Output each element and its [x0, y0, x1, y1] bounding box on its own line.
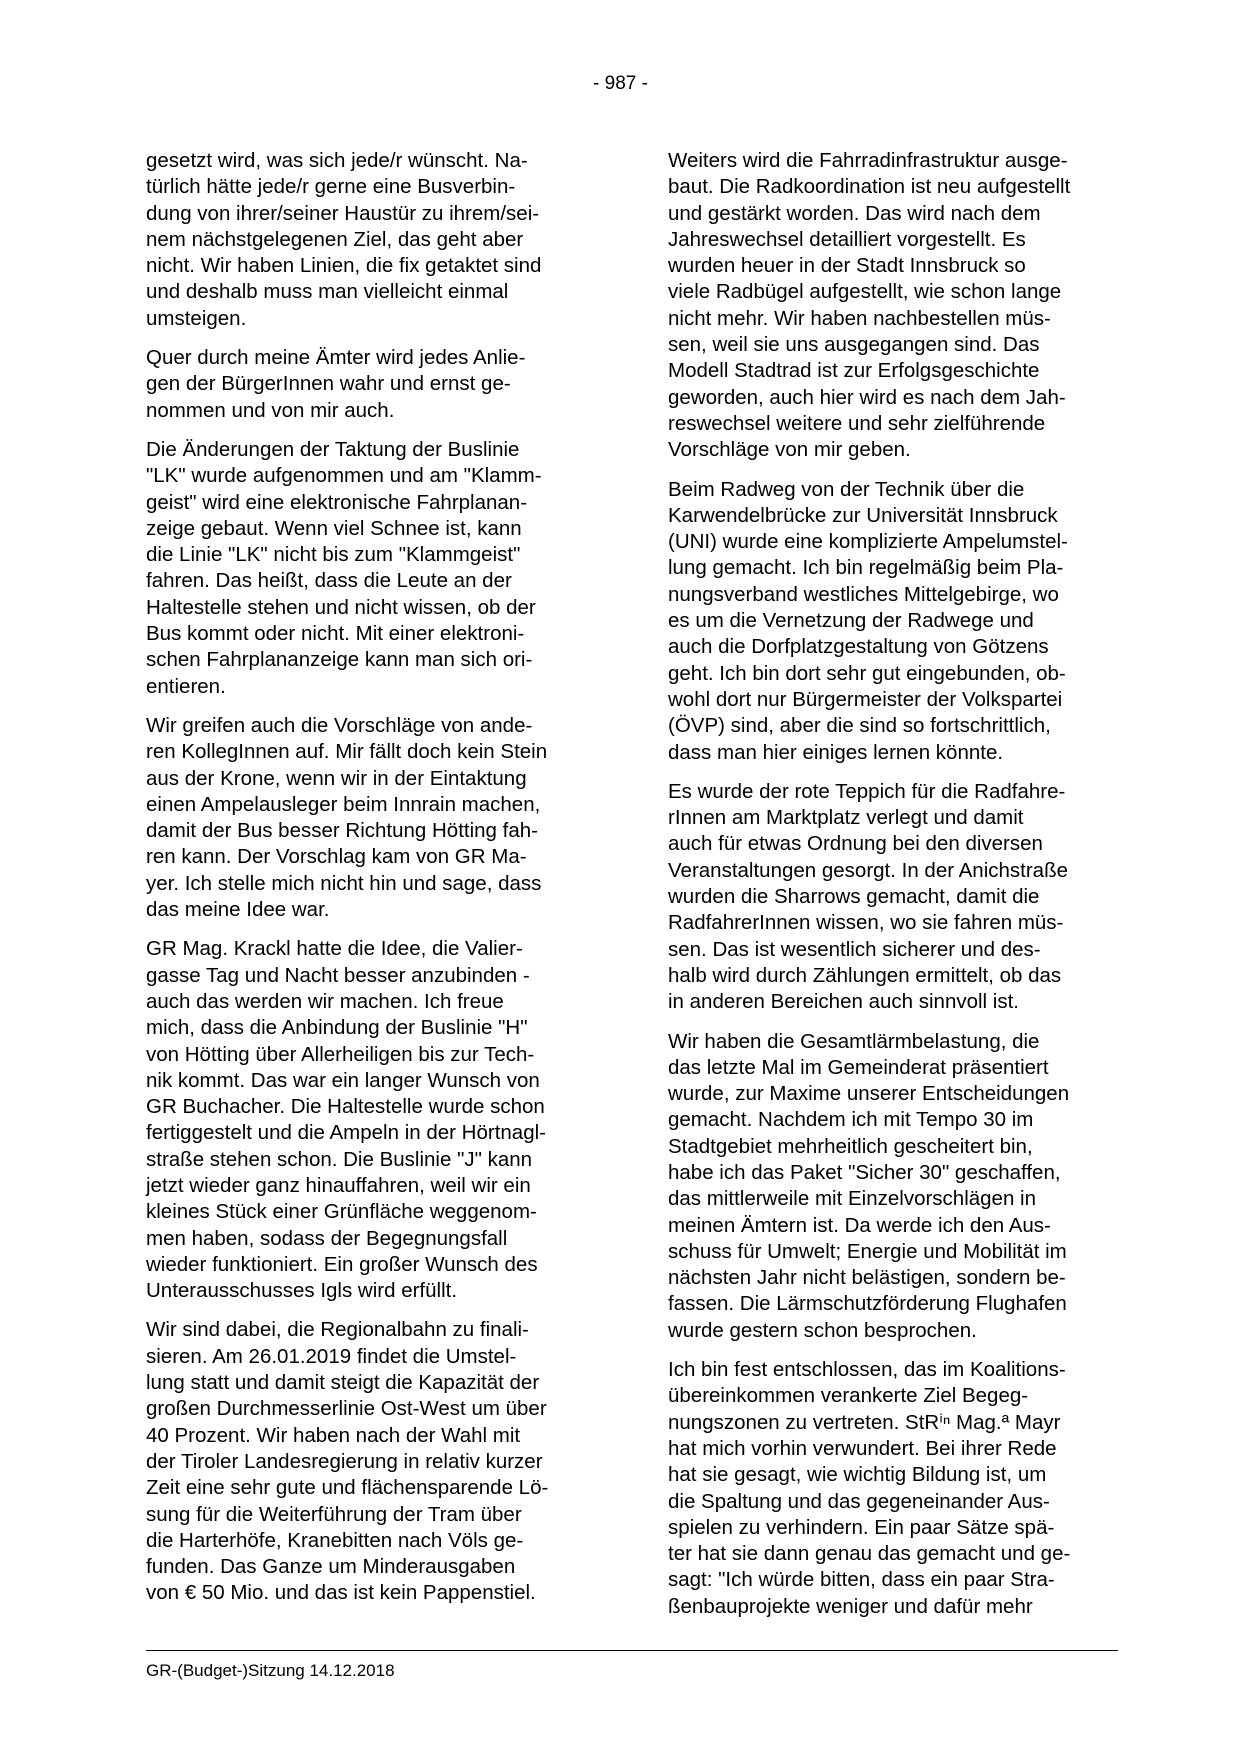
footer-divider	[146, 1650, 1118, 1651]
paragraph: Wir greifen auch die Vorschläge von ande- ren KollegInnen auf. Mir fällt doch kein Stein aus der Krone, wenn wir in der Eintaktung einen Ampelausleger beim Innrain machen, damit der Bus besser Richtung Hötting fah- ren kann. Der Vorschlag kam von GR Ma- yer. Ich stelle mich nicht hin und sage, dass das meine Idee war.	[146, 713, 548, 922]
paragraph: GR Mag. Krackl hatte die Idee, die Valier- gasse Tag und Nacht besser anzubinden - auch das werden wir machen. Ich freue mich, dass die Anbindung der Buslinie "H" von Hötting über Allerheiligen bis zur Tech- nik kommt. Das war ein langer Wunsch von GR Buchacher. Die Haltestelle wurde schon fertiggestelt und die Ampeln in der Hörtnagl- straße stehen schon. Die Buslinie "J" kann jetzt wieder ganz hinauffahren, weil wir ein kleines Stück einer Grünfläche weggenom- men haben, sodass der Begegnungsfall wieder funktioniert. Ein großer Wunsch des Unterausschusses Igls wird erfüllt.	[146, 937, 546, 1303]
page-number: - 987 -	[593, 73, 648, 94]
left-column	[146, 148, 586, 1620]
paragraph: Quer durch meine Ämter wird jedes Anlie- gen der BürgerInnen wahr und ernst ge- nommen und von mir auch.	[146, 346, 526, 422]
footer-text: GR-(Budget-)Sitzung 14.12.2018	[146, 1661, 395, 1680]
right-column	[668, 148, 1108, 1633]
paragraph: Wir sind dabei, die Regionalbahn zu finali- sieren. Am 26.01.2019 findet die Umstel- lung statt und damit steigt die Kapazität der großen Durchmesserlinie Ost-West um über 40 Prozent. Wir haben nach der Wahl mit der Tiroler Landesregierung in relativ kurzer Zeit eine sehr gute und flächensparende Lö- sung für die Weiterführung der Tram über die Harterhöfe, Kranebitten nach Völs ge- funden. Das Ganze um Minderausgaben von € 50 Mio. und das ist kein Pappenstiel.	[146, 1318, 549, 1605]
paragraph: Die Änderungen der Taktung der Buslinie "LK" wurde aufgenommen und am "Klamm- geist" wird eine elektronische Fahrplanan- zeige gebaut. Wenn viel Schnee ist, kann die Linie "LK" nicht bis zum "Klammgeist" fahren. Das heißt, dass die Leute an der Haltestelle stehen und nicht wissen, ob der Bus kommt oder nicht. Mit einer elektroni- schen Fahrplananzeige kann man sich ori- entieren.	[146, 437, 542, 698]
paragraph: gesetzt wird, was sich jede/r wünscht. Na- türlich hätte jede/r gerne eine Busverbin- dung von ihrer/seiner Haustür zu ihrem/sei- nem nächstgelegenen Ziel, das geht aber nicht. Wir haben Linien, die fix getaktet sind und deshalb muss man vielleicht einmal umsteigen.	[146, 149, 542, 330]
paragraph: Es wurde der rote Teppich für die Radfahre- rInnen am Marktplatz verlegt und damit auch für etwas Ordnung bei den diversen Veranstaltungen gesorgt. In der Anichstraße wurden die Sharrows gemacht, damit die RadfahrerInnen wissen, wo sie fahren müs- sen. Das ist wesentlich sicherer und des- halb wird durch Zählungen ermittelt, ob das in anderen Bereichen auch sinnvoll ist.	[668, 779, 1069, 1014]
paragraph: Ich bin fest entschlossen, das im Koalitions- übereinkommen verankerte Ziel Begeg- nungszonen zu vertreten. StRⁱⁿ Mag.ª Mayr hat mich vorhin verwundert. Bei ihrer Rede hat sie gesagt, wie wichtig Bildung ist, um die Spaltung und das gegeneinander Aus- spielen zu verhindern. Ein paar Sätze spä- ter hat sie dann genau das gemacht und ge- sagt: "Ich würde bitten, dass ein paar Stra- ßenbauprojekte weniger und dafür mehr	[668, 1358, 1071, 1618]
paragraph: Weiters wird die Fahrradinfrastruktur ausge- baut. Die Radkoordination ist neu aufgestellt und gestärkt worden. Das wird nach dem Jahreswechsel detailliert vorgestellt. Es wurden heuer in der Stadt Innsbruck so viele Radbügel aufgestellt, wie schon lange nicht mehr. Wir haben nachbestellen müs- sen, weil sie uns ausgegangen sind. Das Modell Stadtrad ist zur Erfolgsgeschichte geworden, auch hier wird es nach dem Jah- reswechsel weitere und sehr zielführende Vorschläge von mir geben.	[668, 149, 1071, 462]
paragraph: Wir haben die Gesamtlärmbelastung, die das letzte Mal im Gemeinderat präsentiert wurde, zur Maxime unserer Entscheidungen gemacht. Nachdem ich mit Tempo 30 im Stadtgebiet mehrheitlich gescheitert bin, habe ich das Paket "Sicher 30" geschaffen, das mittlerweile mit Einzelvorschlägen in meinen Ämtern ist. Da werde ich den Aus- schuss für Umwelt; Energie und Mobilität im nächsten Jahr nicht belästigen, sondern be- fassen. Die Lärmschutzförderung Flughafen wurde gestern schon besprochen.	[668, 1029, 1070, 1342]
paragraph: Beim Radweg von der Technik über die Karwendelbrücke zur Universität Innsbruck (UNI) wurde eine komplizierte Ampelumstel- lung gemacht. Ich bin regelmäßig beim Pla- nungsverband westliches Mittelgebirge, wo es um die Vernetzung der Radwege und auch die Dorfplatzgestaltung von Götzens geht. Ich bin dort sehr gut eingebunden, ob- wohl dort nur Bürgermeister der Volkspartei (ÖVP) sind, aber die sind so fortschrittlich, dass man hier einiges lernen könnte.	[668, 477, 1068, 764]
